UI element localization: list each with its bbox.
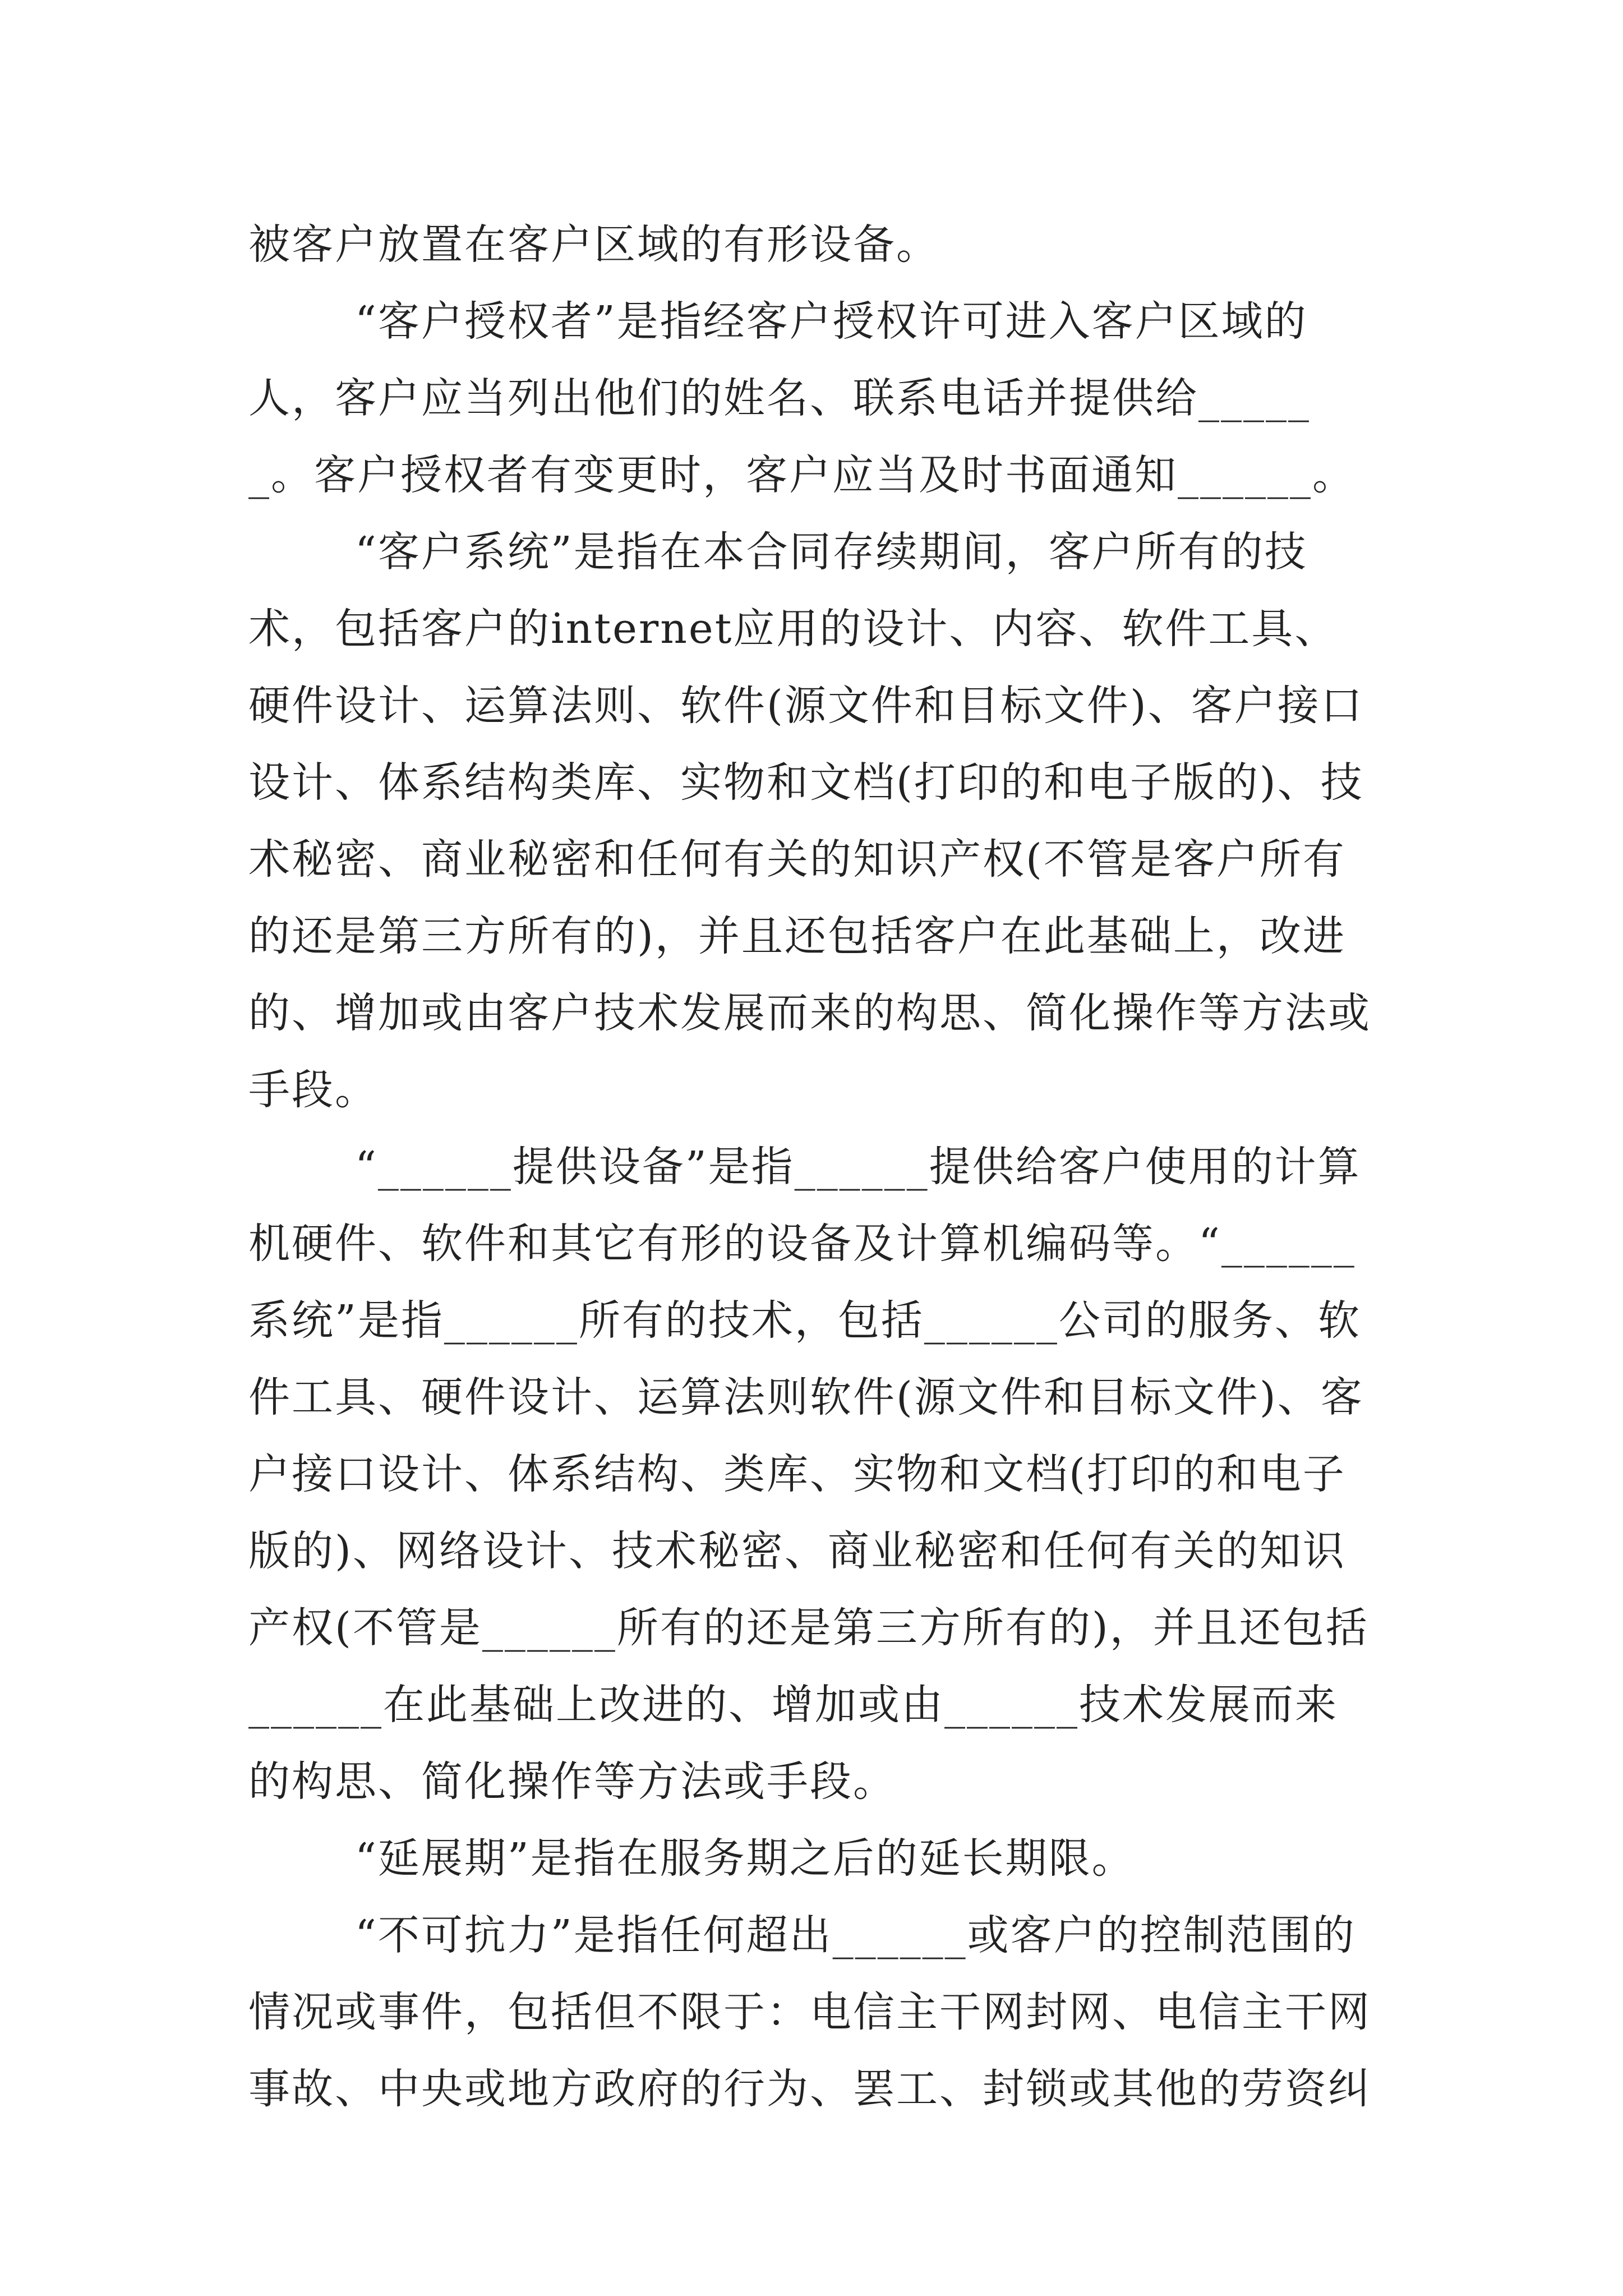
paragraph-continuation: 被客户放置在客户区域的有形设备。 [248, 220, 939, 269]
paragraph-customer-system: “客户系统”是指在本合同存续期间，客户所有的技术，包括客户的internet应用的设计、内容、软件工具、硬件设计、运算法则、软件(源文件和目标文件)、客户接口设计、体系结构类库、实物和文档(打印的和电子版的)、技术秘密、商业秘密和任何有关的知识产权(不管是客户所有的还是第三方所有的)，并且还包括客户在此基础上，改进的、增加或由客户技术发展而来的构思、简化操作等方法或手段。 [248, 528, 1371, 1114]
paragraph-extension-period: “延展期”是指在服务期之后的延长期限。 [355, 1834, 1135, 1883]
paragraph-force-majeure: “不可抗力”是指任何超出______或客户的控制范围的情况或事件，包括但不限于：电信主干网封网、电信主干网事故、中央或地方政府的行为、罢工、封锁或其他的劳资纠 [248, 1911, 1371, 2113]
document-body [248, 206, 1376, 2128]
paragraph-customer-authorized-person: “客户授权者”是指经客户授权许可进入客户区域的人，客户应当列出他们的姓名、联系电话并提供给______。客户授权者有变更时，客户应当及时书面通知______。 [248, 297, 1355, 499]
paragraph-provided-equipment: “______提供设备”是指______提供给客户使用的计算机硬件、软件和其它有形的设备及计算机编码等。“______系统”是指______所有的技术，包括______公司的服务、软件工具、硬件设计、运算法则软件(源文件和目标文件)、客户接口设计、体系结构、类库、实物和文档(打印的和电子版的)、网络设计、技术秘密、商业秘密和任何有关的知识产权(不管是______所有的还是第三方所有的)，并且还包括______在此基础上改进的、增加或由______技术发展而来的构思、简化操作等方法或手段。 [248, 1143, 1369, 1806]
